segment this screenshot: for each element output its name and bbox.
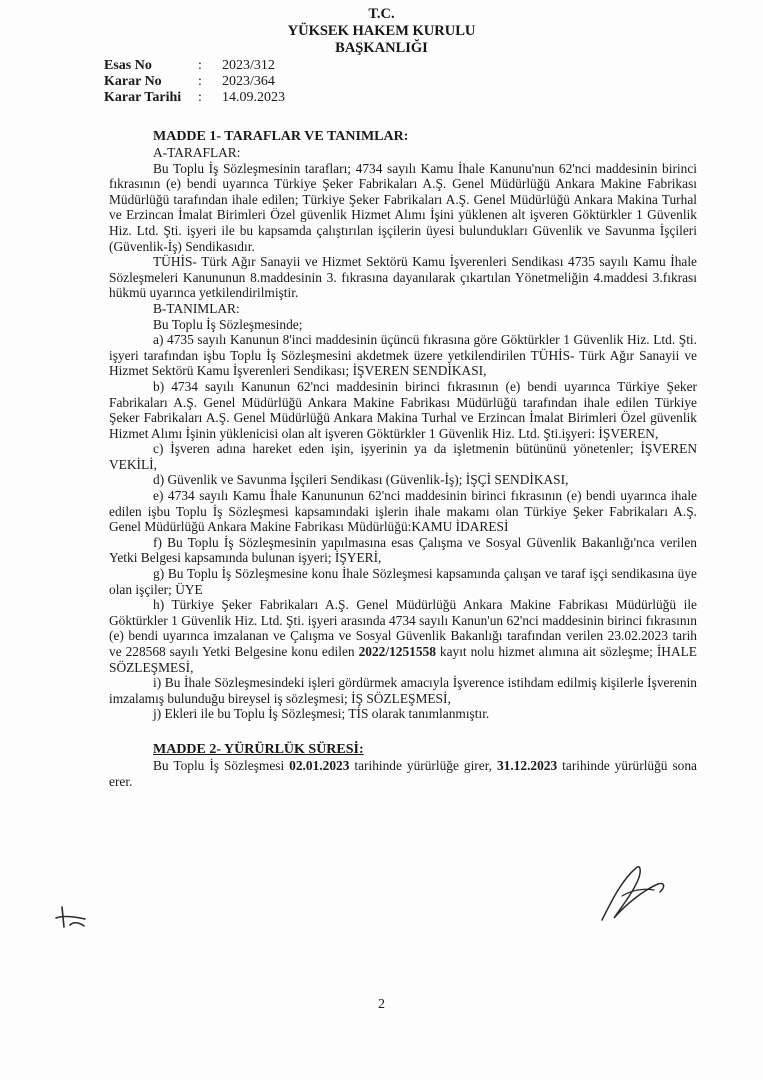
tanimlar-intro: Bu Toplu İş Sözleşmesinde; xyxy=(153,316,303,332)
definition-g: g) Bu Toplu İş Sözleşmesine konu İhale Sözleşmesi kapsamında çalışan ve taraf işçi sendikasına üye olan işçiler; ÜYE xyxy=(109,566,697,597)
end-date: 31.12.2023 xyxy=(496,757,558,773)
page-number: 2 xyxy=(378,997,385,1012)
madde2-heading: MADDE 2- YÜRÜRLÜK SÜRESİ: xyxy=(153,741,364,757)
meta-row-esas xyxy=(104,58,285,74)
definition-h-text: h) Türkiye Şeker Fabrikaları A.Ş. Genel Müdürlüğü Ankara Makine Fabrikası Müdürlüğü ile Göktürkler 1 Güvenlik Hiz. Ltd. Şti. işyeri arasında 4734 sayılı Kanun'un 62'nci maddesinin birinci fıkrasının (e) bendi uyarınca imzalanan ve Çalışma ve Sosyal Güvenlik Bakanlığı tarafından verilen 23.02.2023 tarih ve 228568 sayılı Yetki Belgesine konu edilen xyxy=(109,597,697,659)
definition-e: e) 4734 sayılı Kamu İhale Kanununun 62'nci maddesinin birinci fıkrasının (e) bendi uyarınca ihale edilen işbu Toplu İş Sözleşmesi kapsamındaki işlerin ihale makamı olan Türkiye Şeker Fabrikaları A.Ş. Genel Müdürlüğü Ankara Makine Fabrikası Müdürlüğü:KAMU İDARESİ xyxy=(109,488,697,535)
meta-row-karar xyxy=(104,74,285,90)
definition-d: d) Güvenlik ve Savunma İşçileri Sendikası (Güvenlik-İş); İŞÇİ SENDİKASI, xyxy=(153,472,569,488)
madde2-text: Bu Toplu İş Sözleşmesi xyxy=(153,757,290,773)
handwritten-initial-left xyxy=(54,905,88,931)
meta-value: 2023/364 xyxy=(222,74,275,89)
section-spacer xyxy=(109,722,697,742)
definition-h xyxy=(109,597,697,675)
tuhis-paragraph: TÜHİS- Türk Ağır Sanayii ve Hizmet Sektörü Kamu İşverenleri Sendikası 4735 sayılı Kamu İhale Sözleşmeleri Kanununun 8.maddesinin 3. fıkrasına dayanılarak çıkartılan Yönetmeliğin 4.maddesi 3.fıkrası hükmü uyarınca yetkilendirilmiştir. xyxy=(109,254,697,301)
madde2-text-mid: tarihinde yürürlüğe girer, xyxy=(349,757,497,773)
definition-j: j) Ekleri ile bu Toplu İş Sözleşmesi; TİS olarak tanımlanmıştır. xyxy=(153,706,490,722)
definition-a: a) 4735 sayılı Kanunun 8'inci maddesinin üçüncü fıkrasına göre Göktürkler 1 Güvenlik Hiz. Ltd. Şti. işyeri tarafından işbu Toplu İş Sözleşmesini akdetmek üzere yetkilendirilen TÜHİS- Türk Ağır Sanayii ve Hizmet Sektörü Kamu İşverenleri Sendikası; İŞVEREN SENDİKASI, xyxy=(109,332,697,379)
definition-b: b) 4734 sayılı Kanunun 62'nci maddesinin birinci fıkrasının (e) bendi uyarınca Türkiye Şeker Fabrikaları A.Ş. Genel Müdürlüğü Ankara Makine Fabrikası Müdürlüğü tarafından ihale edilen Türkiye Şeker Fabrikaları A.Ş. Genel Müdürlüğü Ankara Makina Turhal ve Erzincan İmalat Birimleri Özel güvenlik Hizmet Alımı İşinin yüklenicisi olan alt işveren Göktürkler 1 Güvenlik Hiz. Ltd. Şti.işyeri: İŞVEREN, xyxy=(109,378,697,441)
meta-colon: : xyxy=(198,90,202,105)
start-date: 02.01.2023 xyxy=(289,757,350,773)
madde1-heading: MADDE 1- TARAFLAR VE TANIMLAR: xyxy=(153,129,409,144)
definition-i: i) Bu İhale Sözleşmesindeki işleri gördürmek amacıyla İşverence istihdam edilmiş kişilerle İşverenin imzalamış bulunduğu bireysel iş sözleşmesi; İŞ SÖZLEŞMESİ, xyxy=(109,675,697,706)
madde2-paragraph xyxy=(109,758,697,789)
definition-h-tail: kayıt nolu hizmet alımına ait sözleşme; İHALE SÖZLEŞMESİ, xyxy=(109,644,697,675)
meta-row-karar-tarihi xyxy=(104,90,285,106)
meta-value: 14.09.2023 xyxy=(222,90,285,105)
madde2-text-end: tarihinde yürürlüğü sona erer. xyxy=(109,757,697,789)
meta-value: 2023/312 xyxy=(222,58,275,73)
registration-number: 2022/1251558 xyxy=(358,644,436,659)
a-taraflar-title: A-TARAFLAR: xyxy=(153,145,241,160)
handwritten-signature-right xyxy=(592,860,672,930)
document-body xyxy=(109,129,697,789)
definition-c: c) İşveren adına hareket eden işin, işyerinin ya da işletmenin bütününü yönetenler; İŞVEREN VEKİLİ, xyxy=(109,441,697,472)
meta-colon: : xyxy=(198,74,202,89)
definition-f: f) Bu Toplu İş Sözleşmesinin yapılmasına esas Çalışma ve Sosyal Güvenlik Bakanlığı'nca verilen Yetki Belgesi kapsamında bulunan işyeri; İŞYERİ, xyxy=(109,534,697,566)
meta-key: Karar No xyxy=(104,74,162,89)
header-institution: YÜKSEK HAKEM KURULU xyxy=(287,23,476,39)
case-metadata xyxy=(104,58,285,106)
b-tanimlar-title: B-TANIMLAR: xyxy=(153,300,240,316)
taraflar-paragraph: Bu Toplu İş Sözleşmesinin tarafları; 4734 sayılı Kamu İhale Kanunu'nun 62'nci maddesinin birinci fıkrasının (e) bendi uyarınca Türkiye Şeker Fabrikaları A.Ş. Genel Müdürlüğü Ankara Makine Fabrikası Müdürlüğü tarafından ihale edilen; Türkiye Şeker Fabrikaları A.Ş. Genel Müdürlüğü Ankara Makina Turhal ve Erzincan İmalat Birimleri Özel güvenlik Hizmet Alımı İşini yüklenen alt işveren Göktürkler 1 Güvenlik Hiz. Ltd. Şti. işyeri ile bu kapsamda çalıştırılan işçilerin üyesi bulundukları Güvenlik ve Savunma İşçileri (Güvenlik-İş) Sendikasıdır. xyxy=(109,160,697,254)
header-presidency: BAŞKANLIĞI xyxy=(335,40,428,56)
meta-colon: : xyxy=(198,58,202,73)
meta-key: Esas No xyxy=(104,58,152,73)
meta-key: Karar Tarihi xyxy=(104,90,182,105)
header-tc: T.C. xyxy=(368,6,395,22)
